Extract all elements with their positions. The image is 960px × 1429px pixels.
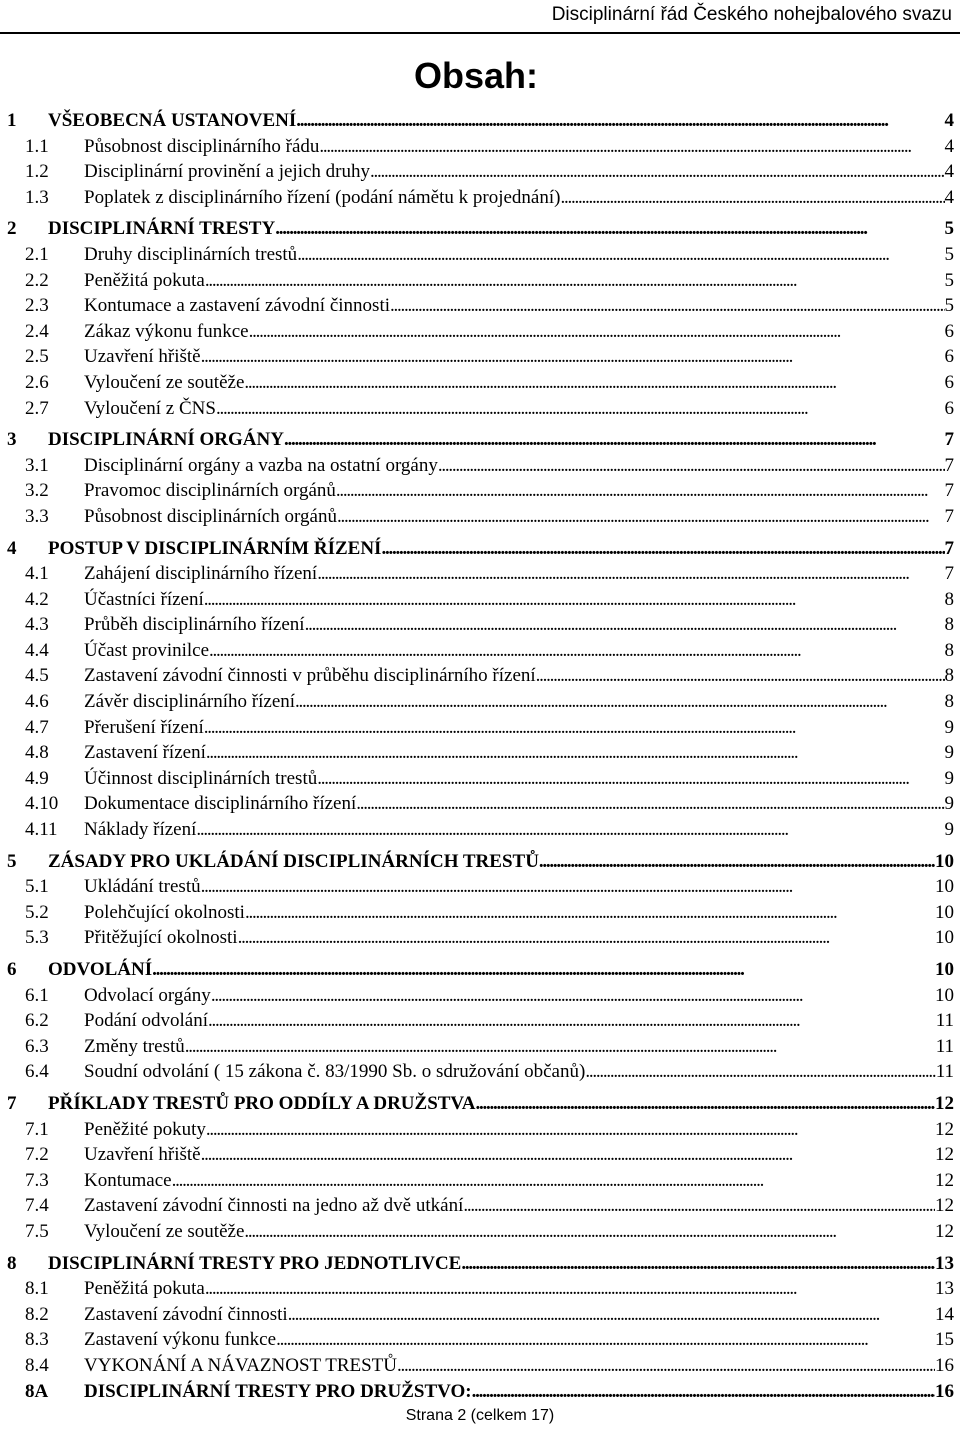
toc-section-entry[interactable] xyxy=(0,983,960,1009)
toc-section-entry[interactable] xyxy=(0,791,960,817)
toc-entry-line xyxy=(48,216,954,242)
toc-entry-page: 15 xyxy=(935,1329,954,1351)
toc-section-entry[interactable] xyxy=(0,134,960,160)
toc-entry-number: 4.5 xyxy=(25,665,49,687)
toc-section-entry[interactable] xyxy=(0,1302,960,1328)
toc-entry-line xyxy=(84,612,954,638)
toc-section-entry[interactable] xyxy=(0,1379,960,1405)
dot-leader xyxy=(201,874,935,900)
toc-entry-line xyxy=(84,242,954,268)
toc-entry-line xyxy=(84,478,954,504)
toc-entry-title: Ukládání trestů xyxy=(84,876,201,898)
running-header: Disciplinární řád Českého nohejbalového svazu xyxy=(551,4,952,25)
toc-entry-number: 4.9 xyxy=(25,767,49,789)
toc-entry-page: 8 xyxy=(944,614,954,636)
toc-section-entry[interactable] xyxy=(0,1353,960,1379)
toc-entry-page: 12 xyxy=(935,1195,954,1217)
toc-entry-title: Zahájení disciplinárního řízení xyxy=(84,563,318,585)
toc-entry-title: Zastavení výkonu funkce xyxy=(84,1329,277,1351)
toc-chapter-entry[interactable] xyxy=(0,1091,960,1117)
toc-entry-title: Kontumace xyxy=(84,1169,172,1191)
toc-chapter-entry[interactable] xyxy=(0,536,960,562)
toc-entry-page: 9 xyxy=(944,742,954,764)
toc-entry-number: 8.3 xyxy=(25,1329,49,1351)
toc-entry-number: 5.2 xyxy=(25,901,49,923)
toc-title: Obsah: xyxy=(414,55,539,96)
dot-leader xyxy=(201,344,945,370)
toc-entry-line xyxy=(84,159,954,185)
toc-section-entry[interactable] xyxy=(0,242,960,268)
toc-entry-title: ODVOLÁNÍ xyxy=(48,959,153,980)
dot-leader xyxy=(244,370,944,396)
toc-entry-page: 8 xyxy=(944,691,954,713)
toc-entry-page: 10 xyxy=(935,927,954,949)
toc-section-entry[interactable] xyxy=(0,561,960,587)
toc-entry-number: 3.2 xyxy=(25,480,49,502)
toc-entry-number: 4.8 xyxy=(25,742,49,764)
toc-section-entry[interactable] xyxy=(0,817,960,843)
toc-entry-line xyxy=(84,587,954,613)
toc-entry-page: 12 xyxy=(935,1092,954,1114)
toc-entry-page: 7 xyxy=(944,454,954,476)
toc-section-entry[interactable] xyxy=(0,587,960,613)
toc-entry-page: 9 xyxy=(944,716,954,738)
toc-entry-page: 7 xyxy=(944,480,954,502)
toc-chapter-entry[interactable] xyxy=(0,849,960,875)
toc-entry-title: DISCIPLINÁRNÍ TRESTY xyxy=(48,218,276,240)
toc-entry-title: Zastavení závodní činnosti xyxy=(84,1303,288,1325)
toc-entry-number: 1.2 xyxy=(25,161,49,183)
toc-entry-number: 4.2 xyxy=(25,588,49,610)
toc-entry-line xyxy=(84,1117,954,1143)
toc-entry-page: 4 xyxy=(944,110,954,131)
toc-entry-page: 13 xyxy=(935,1252,954,1274)
dot-leader xyxy=(295,689,944,715)
toc-entry-number: 5 xyxy=(7,850,17,872)
dot-leader xyxy=(204,715,945,741)
page-footer: Strana 2 (celkem 17) xyxy=(405,1407,555,1424)
toc-section-entry[interactable] xyxy=(0,1276,960,1302)
toc-entry-page: 8 xyxy=(944,588,954,610)
toc-entry-title: Přitěžující okolnosti xyxy=(84,927,238,949)
toc-entry-page: 12 xyxy=(935,1144,954,1166)
toc-entry-title: Dokumentace disciplinárního řízení xyxy=(84,793,357,815)
toc-entry-title: Vyloučení ze soutěže xyxy=(84,1220,245,1242)
toc-entry-number: 4.6 xyxy=(25,691,49,713)
toc-entry-line xyxy=(84,1379,954,1405)
toc-entry-page: 7 xyxy=(944,505,954,527)
toc-entry-page: 10 xyxy=(935,959,954,980)
toc-entry-number: 2.4 xyxy=(25,320,49,342)
toc-section-entry[interactable] xyxy=(0,1059,960,1085)
toc-entry-page: 8 xyxy=(944,665,954,687)
dot-leader xyxy=(536,663,945,689)
toc-entry-page: 7 xyxy=(944,429,954,451)
dot-leader xyxy=(381,536,944,562)
toc-entry-number: 1 xyxy=(7,110,17,131)
toc-entry-title: Vyloučení ze soutěže xyxy=(84,371,245,393)
toc-section-entry[interactable] xyxy=(0,1219,960,1245)
toc-entry-page: 9 xyxy=(944,793,954,815)
dot-leader xyxy=(244,1219,935,1245)
toc-entry-number: 3.1 xyxy=(25,454,49,476)
toc-entry-number: 6.3 xyxy=(25,1035,49,1057)
toc-entry-number: 2.7 xyxy=(25,397,49,419)
toc-entry-title: DISCIPLINÁRNÍ TRESTY PRO JEDNOTLIVCE xyxy=(48,1252,462,1274)
toc-entry-number: 5.1 xyxy=(25,876,49,898)
toc-entry-title: ZÁSADY PRO UKLÁDÁNÍ DISCIPLINÁRNÍCH TRESTŮ xyxy=(48,850,539,872)
toc-chapter-entry[interactable] xyxy=(0,1251,960,1277)
toc-entry-line xyxy=(84,319,954,345)
toc-entry-page: 6 xyxy=(944,346,954,368)
dot-leader xyxy=(172,1168,935,1194)
toc-entry-title: Podání odvolání xyxy=(84,1010,209,1032)
dot-leader xyxy=(201,1142,935,1168)
toc-section-entry[interactable] xyxy=(0,900,960,926)
dot-leader xyxy=(463,1193,935,1219)
toc-entry-line xyxy=(84,344,954,370)
toc-entry-page: 5 xyxy=(944,295,954,317)
toc-chapter-entry[interactable] xyxy=(0,427,960,453)
dot-leader xyxy=(317,561,944,587)
toc-entry-page: 16 xyxy=(935,1354,954,1376)
toc-entry-title: DISCIPLINÁRNÍ TRESTY PRO DRUŽSTVO: xyxy=(84,1380,472,1402)
toc-entry-number: 4.3 xyxy=(25,614,49,636)
toc-entry-page: 10 xyxy=(935,876,954,898)
toc-entry-number: 8 xyxy=(7,1252,17,1274)
dot-leader xyxy=(196,817,944,843)
dot-leader xyxy=(206,740,945,766)
toc-entry-line xyxy=(48,427,954,453)
dot-leader xyxy=(336,478,945,504)
toc-entry-title: POSTUP V DISCIPLINÁRNÍM ŘÍZENÍ xyxy=(48,537,382,559)
toc-entry-line xyxy=(84,134,954,160)
toc-entry-line xyxy=(84,1327,954,1353)
toc-section-entry[interactable] xyxy=(0,504,960,530)
dot-leader xyxy=(296,108,944,134)
toc-entry-line xyxy=(84,689,954,715)
toc-entry-line xyxy=(84,1142,954,1168)
dot-leader xyxy=(204,587,945,613)
toc-entry-title: Peněžitá pokuta xyxy=(84,269,205,291)
dot-leader xyxy=(317,766,944,792)
toc-entry-line xyxy=(84,817,954,843)
toc-entry-number: 8A xyxy=(25,1380,49,1402)
dot-leader xyxy=(275,216,944,242)
toc-entry-title: Polehčující okolnosti xyxy=(84,901,245,923)
toc-entry-page: 8 xyxy=(944,639,954,661)
toc-entry-title: Zákaz výkonu funkce xyxy=(84,320,249,342)
toc-entry-line xyxy=(48,1251,954,1277)
toc-entry-number: 5.3 xyxy=(25,927,49,949)
toc-entry-title: Závěr disciplinárního řízení xyxy=(84,691,296,713)
toc-entry-page: 5 xyxy=(944,218,954,240)
toc-entry-number: 2.2 xyxy=(25,269,49,291)
toc-entry-number: 4.7 xyxy=(25,716,49,738)
dot-leader xyxy=(390,293,944,319)
toc-section-entry[interactable] xyxy=(0,874,960,900)
toc-entry-page: 6 xyxy=(944,371,954,393)
dot-leader xyxy=(472,1379,935,1405)
dot-leader xyxy=(205,1276,935,1302)
toc-entry-page: 16 xyxy=(935,1380,954,1402)
toc-entry-line xyxy=(84,1168,954,1194)
toc-section-entry[interactable] xyxy=(0,715,960,741)
toc-entry-number: 4.11 xyxy=(25,819,58,841)
toc-entry-number: 4.4 xyxy=(25,639,49,661)
toc-entry-title: Kontumace a zastavení závodní činnosti xyxy=(84,295,391,317)
toc-entry-number: 8.4 xyxy=(25,1354,49,1376)
toc-entry-line xyxy=(84,663,954,689)
toc-entry-line xyxy=(84,1193,954,1219)
dot-leader xyxy=(284,427,945,453)
dot-leader xyxy=(560,185,944,211)
toc-entry-page: 10 xyxy=(935,850,954,872)
toc-entry-number: 2.3 xyxy=(25,295,49,317)
toc-section-entry[interactable] xyxy=(0,344,960,370)
toc-entry-page: 12 xyxy=(935,1118,954,1140)
toc-entry-title: Působnost disciplinárních orgánů xyxy=(84,505,337,527)
toc-section-entry[interactable] xyxy=(0,689,960,715)
dot-leader xyxy=(249,319,945,345)
toc-entry-number: 7 xyxy=(7,1092,17,1114)
toc-entry-page: 13 xyxy=(935,1278,954,1300)
toc-entry-number: 1.1 xyxy=(25,135,49,157)
toc-entry-number: 6.2 xyxy=(25,1010,49,1032)
toc-entry-page: 7 xyxy=(944,537,954,559)
toc-section-entry[interactable] xyxy=(0,1034,960,1060)
toc-entry-page: 9 xyxy=(944,767,954,789)
toc-entry-title: Působnost disciplinárního řádu xyxy=(84,135,320,157)
dot-leader xyxy=(245,900,935,926)
dot-leader xyxy=(152,957,935,983)
toc-section-entry[interactable] xyxy=(0,638,960,664)
toc-section-entry[interactable] xyxy=(0,1193,960,1219)
toc-section-entry[interactable] xyxy=(0,1008,960,1034)
dot-leader xyxy=(288,1302,935,1328)
dot-leader xyxy=(397,1353,935,1379)
toc-entry-title: Účinnost disciplinárních trestů xyxy=(84,767,318,789)
toc-entry-line xyxy=(84,1219,954,1245)
toc-entry-line xyxy=(84,1302,954,1328)
toc-entry-title: Zastavení řízení xyxy=(84,742,206,764)
toc-entry-title: Průběh disciplinárního řízení xyxy=(84,614,305,636)
toc-entry-title: Náklady řízení xyxy=(84,819,197,841)
toc-entry-line xyxy=(48,849,954,875)
toc-entry-title: Zastavení závodní činnosti v průběhu disciplinárního řízení xyxy=(84,665,536,687)
toc-entry-number: 6 xyxy=(7,959,17,980)
toc-entry-page: 4 xyxy=(944,135,954,157)
toc-entry-line xyxy=(84,561,954,587)
toc-entry-title: Druhy disciplinárních trestů xyxy=(84,243,298,265)
toc-entry-page: 4 xyxy=(944,161,954,183)
dot-leader xyxy=(211,983,935,1009)
toc-section-entry[interactable] xyxy=(0,268,960,294)
toc-entry-title: Změny trestů xyxy=(84,1035,185,1057)
toc-section-entry[interactable] xyxy=(0,293,960,319)
dot-leader xyxy=(461,1251,935,1277)
dot-leader xyxy=(370,159,945,185)
toc-entry-number: 4.10 xyxy=(25,793,59,815)
dot-leader xyxy=(216,396,945,422)
toc-entry-number: 8.1 xyxy=(25,1278,49,1300)
toc-entry-page: 7 xyxy=(944,563,954,585)
toc-entry-page: 5 xyxy=(944,269,954,291)
toc-entry-page: 14 xyxy=(935,1303,954,1325)
toc-entry-line xyxy=(84,1008,954,1034)
dot-leader xyxy=(297,242,944,268)
dot-leader xyxy=(185,1034,936,1060)
toc-chapter-entry[interactable] xyxy=(0,957,960,983)
toc-entry-line xyxy=(48,957,954,983)
toc-entry-page: 9 xyxy=(944,819,954,841)
toc-entry-number: 3 xyxy=(7,429,17,451)
toc-entry-line xyxy=(84,268,954,294)
toc-chapter-entry[interactable] xyxy=(0,216,960,242)
toc-entry-line xyxy=(84,504,954,530)
toc-entry-page: 6 xyxy=(944,397,954,419)
toc-entry-line xyxy=(84,453,954,479)
toc-entry-line xyxy=(48,108,954,134)
toc-section-entry[interactable] xyxy=(0,612,960,638)
toc-entry-page: 12 xyxy=(935,1220,954,1242)
toc-entry-title: Soudní odvolání ( 15 zákona č. 83/1990 Sb. o sdružování občanů) xyxy=(84,1061,586,1083)
toc-entry-line xyxy=(84,925,954,951)
dot-leader xyxy=(276,1327,935,1353)
toc-section-entry[interactable] xyxy=(0,370,960,396)
dot-leader xyxy=(206,1117,935,1143)
toc-entry-title: Uzavření hřiště xyxy=(84,1144,201,1166)
toc-entry-number: 6.4 xyxy=(25,1061,49,1083)
header-rule xyxy=(0,32,960,34)
toc-entry-line xyxy=(84,1276,954,1302)
toc-entry-page: 11 xyxy=(935,1010,954,1032)
toc-entry-number: 1.3 xyxy=(25,186,49,208)
table-of-contents xyxy=(0,108,960,1404)
dot-leader xyxy=(585,1059,935,1085)
toc-entry-title: Vyloučení z ČNS xyxy=(84,397,216,419)
toc-entry-page: 10 xyxy=(935,901,954,923)
toc-entry-title: Zastavení závodní činnosti na jedno až dvě utkání xyxy=(84,1195,464,1217)
toc-entry-page: 11 xyxy=(935,1035,954,1057)
dot-leader xyxy=(209,638,944,664)
toc-entry-line xyxy=(84,740,954,766)
toc-entry-number: 2 xyxy=(7,218,17,240)
toc-entry-page: 4 xyxy=(944,186,954,208)
dot-leader xyxy=(238,925,935,951)
dot-leader xyxy=(205,268,945,294)
toc-entry-line xyxy=(84,900,954,926)
toc-entry-line xyxy=(84,715,954,741)
dot-leader xyxy=(475,1091,935,1117)
toc-entry-line xyxy=(48,536,954,562)
toc-entry-number: 7.5 xyxy=(25,1220,49,1242)
toc-entry-number: 3.3 xyxy=(25,505,49,527)
toc-entry-title: DISCIPLINÁRNÍ ORGÁNY xyxy=(48,429,284,451)
toc-section-entry[interactable] xyxy=(0,319,960,345)
toc-section-entry[interactable] xyxy=(0,740,960,766)
toc-entry-title: Uzavření hřiště xyxy=(84,346,201,368)
toc-section-entry[interactable] xyxy=(0,1142,960,1168)
toc-entry-title: Odvolací orgány xyxy=(84,984,211,1006)
toc-entry-title: VŠEOBECNÁ USTANOVENÍ xyxy=(48,110,297,131)
toc-section-entry[interactable] xyxy=(0,663,960,689)
toc-entry-line xyxy=(84,1059,954,1085)
toc-section-entry[interactable] xyxy=(0,1168,960,1194)
toc-chapter-entry[interactable] xyxy=(0,108,960,134)
toc-entry-page: 11 xyxy=(935,1061,954,1083)
dot-leader xyxy=(305,612,945,638)
toc-section-entry[interactable] xyxy=(0,1327,960,1353)
toc-entry-number: 7.3 xyxy=(25,1169,49,1191)
toc-entry-number: 6.1 xyxy=(25,984,49,1006)
toc-entry-title: PŘÍKLADY TRESTŮ PRO ODDÍLY A DRUŽSTVA xyxy=(48,1092,476,1114)
toc-entry-number: 2.6 xyxy=(25,371,49,393)
toc-section-entry[interactable] xyxy=(0,766,960,792)
toc-entry-number: 7.2 xyxy=(25,1144,49,1166)
toc-entry-number: 4 xyxy=(7,537,17,559)
toc-entry-title: Pravomoc disciplinárních orgánů xyxy=(84,480,336,502)
toc-entry-page: 5 xyxy=(944,243,954,265)
toc-entry-number: 8.2 xyxy=(25,1303,49,1325)
toc-section-entry[interactable] xyxy=(0,925,960,951)
toc-entry-title: Přerušení řízení xyxy=(84,716,204,738)
toc-entry-title: Peněžitá pokuta xyxy=(84,1278,205,1300)
toc-entry-number: 7.4 xyxy=(25,1195,49,1217)
toc-entry-page: 10 xyxy=(935,984,954,1006)
toc-entry-line xyxy=(84,638,954,664)
toc-entry-line xyxy=(84,791,954,817)
toc-entry-page: 6 xyxy=(944,320,954,342)
toc-section-entry[interactable] xyxy=(0,185,960,211)
toc-entry-page: 12 xyxy=(935,1169,954,1191)
toc-section-entry[interactable] xyxy=(0,396,960,422)
dot-leader xyxy=(539,849,935,875)
dot-leader xyxy=(356,791,944,817)
toc-section-entry[interactable] xyxy=(0,159,960,185)
toc-entry-title: Disciplinární orgány a vazba na ostatní orgány xyxy=(84,454,438,476)
toc-entry-title: Účastníci řízení xyxy=(84,588,204,610)
toc-section-entry[interactable] xyxy=(0,478,960,504)
toc-entry-line xyxy=(84,396,954,422)
toc-entry-line xyxy=(84,1353,954,1379)
toc-entry-line xyxy=(84,766,954,792)
toc-entry-title: Disciplinární provinění a jejich druhy xyxy=(84,161,370,183)
dot-leader xyxy=(208,1008,936,1034)
toc-entry-number: 2.1 xyxy=(25,243,49,265)
toc-section-entry[interactable] xyxy=(0,1117,960,1143)
dot-leader xyxy=(337,504,945,530)
toc-entry-line xyxy=(84,874,954,900)
toc-entry-title: Peněžité pokuty xyxy=(84,1118,206,1140)
toc-entry-line xyxy=(84,370,954,396)
toc-entry-line xyxy=(84,185,954,211)
toc-entry-title: Účast provinilce xyxy=(84,639,210,661)
toc-entry-title: VYKONÁNÍ A NÁVAZNOST TRESTŮ xyxy=(84,1354,397,1376)
dot-leader xyxy=(438,453,945,479)
dot-leader xyxy=(319,134,944,160)
toc-entry-title: Poplatek z disciplinárního řízení (podání námětu k projednání) xyxy=(84,186,561,208)
toc-entry-line xyxy=(84,293,954,319)
toc-entry-line xyxy=(84,983,954,1009)
toc-entry-number: 4.1 xyxy=(25,563,49,585)
toc-entry-line xyxy=(84,1034,954,1060)
toc-section-entry[interactable] xyxy=(0,453,960,479)
toc-entry-number: 7.1 xyxy=(25,1118,49,1140)
toc-entry-number: 2.5 xyxy=(25,346,49,368)
toc-entry-line xyxy=(48,1091,954,1117)
